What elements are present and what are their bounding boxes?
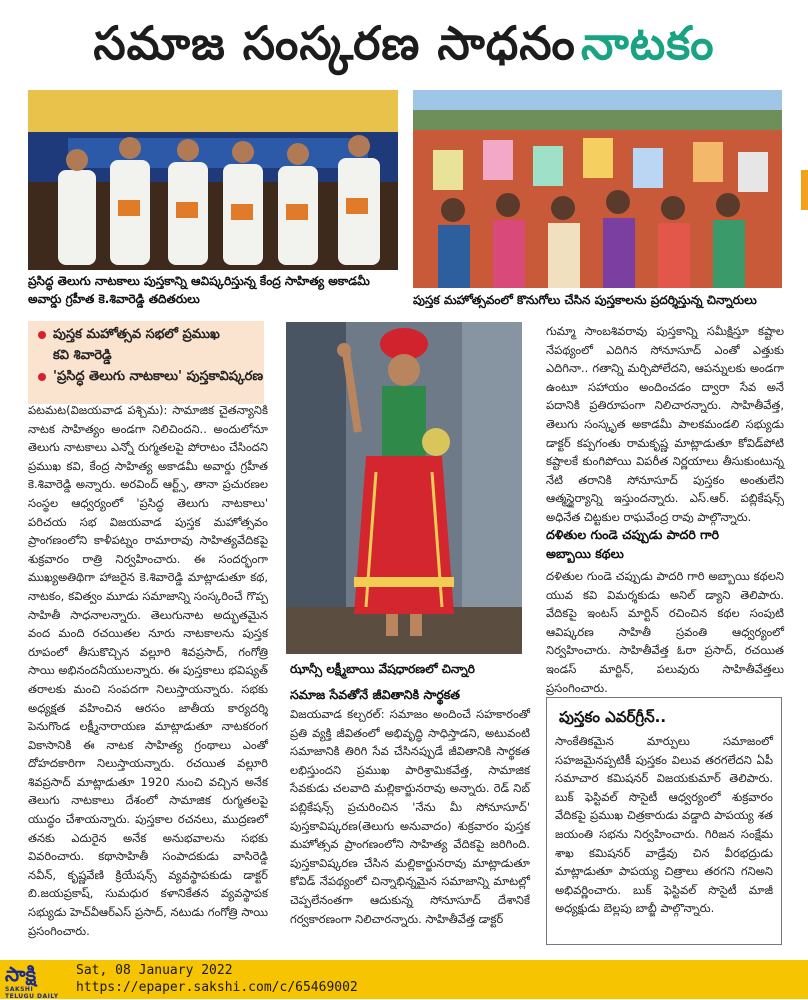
subhead-line: అబ్బాయి కథలు [546,546,624,561]
box-body [547,732,781,932]
footer-date: Sat, 08 January 2022 [76,963,233,978]
book-release-caption [28,272,398,308]
footer-url[interactable]: https://epaper.sakshi.com/c/65469002 [76,980,358,995]
article-column-1 [28,401,268,949]
book-release-photo [28,90,398,270]
evergreen-box [546,697,782,945]
highlight-line: పుస్తక మహోత్సవ సభలో ప్రముఖ [53,327,220,342]
box-title: పుస్తకం ఎవర్‌గ్రీన్.. [559,708,667,726]
article-body: దళితుల గుండె చప్పుడు పాదరి గారి అబ్బాయి కథలని యువ కవి విమర్శకుడు అనిల్ డ్యాని తెలిపారు. వేదికపై ఇంటస్ మార్టిన్ రచించిన కథల సంపుటి ఆవిష్కరణ సాహితీ స్రవంతి ఆధ్వర్యంలో నిర్వహించారు. సాహితీవేత్త ఓరా ప్రసాద్, రచయిత ఇండస్ మార్టిన్, పలువురు సాహితీవేత్తలు ప్రసంగించారు. [546,569,784,695]
article-body: విజయవాడ కల్చరల్: సమాజం అందించే సహకారంతో ప్రతి వ్యక్తి జీవితంలో అభివృద్ధి సాధిస్తాడని, అటువంటి సమాజానికి తిరిగి సేవ చేసినప్పుడే జీవితానికి సార్థకత లభిస్తుందని ప్రముఖ పారిశ్రామికవేత్త, సామాజిక సేవకుడు చలవాది మల్లికార్జునరావు అన్నారు. రెడ్ నిబ్ పబ్లికేషన్స్ ప్రచురించిన 'నేను మీ సోనూసూద్' పుస్తకావిష్కరణ(తెలుగు అనువాదం) శుక్రవారం పుస్తక మహోత్సవ ప్రాంగణంలోని సాహిత్య వేదికపై జరిగింది. పుస్తకావిష్కరణ చేసిన మల్లికార్జునరావు మాట్లాడుతూ కోవిడ్ నేపథ్యంలో చిన్నాభిన్నమైన సమాజాన్ని మాటల్లో చెప్పలేనంతగా ఆదుకున్న సోనూసూద్ దేశానికే గర్వకారణంగా నిలిచారన్నారు. సాహితీవేత్త డాక్టర్ [290,707,530,926]
col3-subhead [546,525,784,563]
page-edge-tab [801,170,808,210]
logo-subtitle: SAKSHI TELUGU DAILY [5,986,59,1000]
article-column-2 [290,705,530,951]
highlight-line: కవి శివారెడ్డి [53,348,112,363]
subhead-line: దళితుల గుండె చప్పుడు పాదరి గారి [546,527,720,542]
sakshi-logo [5,962,65,1000]
article-body: సాంకేతికమైన మార్పులు సమాజంలో సహజమైనప్పటికీ పుస్తకం విలువ తరగలేదని ఏపీ సమాచార కమిషనర్ విజయకుమార్ తెలిపారు. బుక్ ఫెస్టివల్ సొసైటీ ఆధ్వర్యంలో శుక్రవారం వేదికపై ప్రముఖ చిత్రకారుడు వడ్డాది పాపయ్య శత జయంతి సభను నిర్వహించారు. గిరిజన సంక్షేమ శాఖ కమిషనర్ వాడ్రేవు చిన వీరభద్రుడు మాట్లాడుతూ పాపయ్య చిత్రాలు తరగని గనిఅని అభివర్ణించారు. బుక్ ఫెస్టివల్ సొసైటీ మాజీ అధ్యక్షుడు బెల్లపు బాబ్జీ పాల్గొన్నారు. [555,734,773,916]
article-column-3b [546,567,784,695]
article-column-3 [546,322,784,522]
caption-line: అవార్డు గ్రహీత కె.శివారెడ్డి తదితరులు [28,292,200,306]
child-costume-photo [286,322,522,654]
headline-main: సమాజ సంస్కరణ సాధనం [93,16,576,70]
col2-subhead: సమాజ సేవతోనే జీవితానికి సార్థకత [290,687,460,702]
bullet-icon [38,331,46,339]
children-books-photo [413,90,782,288]
bullet-icon [38,373,46,381]
highlights-box [28,321,264,404]
caption-line: ప్రసిద్ధ తెలుగు నాటకాలు పుస్తకాన్ని ఆవిష్కరిస్తున్న కేంద్ర సాహిత్య అకాడమీ [28,274,370,288]
logo-text: సాక్షి [5,962,37,986]
child-costume-caption: ఝాన్సీ లక్ష్మీబాయి వేషధారణలో చిన్నారి [290,662,475,676]
headline [0,0,808,86]
children-books-caption: పుస్తక మహోత్సవంలో కొనుగోలు చేసిన పుస్తకాలను ప్రదర్శిస్తున్న చిన్నారులు [413,293,757,307]
headline-accent: నాటకం [580,16,715,70]
highlight-text: 'ప్రసిద్ధ తెలుగు నాటకాలు' పుస్తకావిష్కరణ [53,369,264,384]
highlight-item [28,366,264,387]
highlight-text [53,324,220,366]
highlight-item [28,324,264,366]
article-body: పటమట(విజయవాడ పశ్చిమ): సామాజిక చైతన్యానికి నాటక సాహిత్యం అండగా నిలిచిందని.. అందులోనూ తెలుగు నాటకాలు ఎన్నో రుగ్మతలపై పోరాటం చేసిందని ప్రముఖ కవి, కేంద్ర సాహిత్య అకాడమీ అవార్డు గ్రహీత కె.శివారెడ్డి అన్నారు. అరవింద్ ఆర్ట్స్, తానా ప్రచురణల సంస్థల ఆధ్వర్యంలో 'ప్రసిద్ధ తెలుగు నాటకాలు' పరిచయ సభ విజయవాడ పుస్తక మహోత్సవం ప్రాంగణంలోని కాళీపట్నం రామారావు సాహిత్యవేదికపై శుక్రవారం రాత్రి నిర్వహించారు. ఈ సందర్భంగా ముఖ్యఅతిథిగా హాజరైన కె.శివారెడ్డి మాట్లాడుతూ కథ, నాటకం, కవిత్వం మూడు సమాజాన్ని సంస్కరించే గొప్ప సాహితీ సాధనాలన్నారు. తెలుగునాట అద్భుతమైన వంద మంది రచయితల నూరు నాటకాలను పుస్తక రూపంలో తీసుకొచ్చిన వల్లూరి శివప్రసాద్, గంగోత్రి సాయి అభినందనీయులన్నారు. ఈ పుస్తకాలు భవిష్యత్ తరాలకు మంచి సంపదగా నిలుస్తాయన్నారు. సభకు అధ్యక్షత వహించిన ఆరసం జాతీయ కార్యదర్శి పెనుగొండ లక్ష్మీనారాయణ మాట్లాడుతూ నాటకరంగ వికాసానికి ఈ నాటక సాహిత్య గ్రంథాలు ఎంతో దోహదకారిగా నిలుస్తాయన్నారు. రచయిత వల్లూరి శివప్రసాద్ మాట్లాడుతూ 1920 నుంచి వచ్చిన అనేక తెలుగు నాటకాలు దేశంలో సామాజిక రుగ్మతలపై యుద్ధం చేశాయన్నారు. పుస్తకాల రచనలు, ముద్రణలో తనకు ఎదురైన అనేక అనుభవాలను సభకు వివరించారు. కథాసాహితీ సంపాదకుడు వాసిరెడ్డి నవీన్, కృష్ణవేణి క్రియేషన్స్ వ్యవస్థాపకుడు డాక్టర్ బి.జయప్రకాష్, సుమధుర కళానికేతన వ్యవస్థాపక సభ్యుడు హెచ్‌వీఆర్‌ఎస్ ప్రసాద్, నటుడు గంగోత్రి సాయి ప్రసంగించారు. [28,403,268,938]
article-body: గుమ్మా సాంబశివరావు పుస్తకాన్ని సమీక్షిస్తూ కష్టాల నేపథ్యంలో ఎదిగిన సోనూసూద్ ఎంతో ఎత్తుకు ఎదిగినా.. గతాన్ని మర్చిపోలేదని, ఆపన్నులకు అండగా ఉంటూ సహాయం అందించడం ద్వారా సేవ అనే పదానికి ప్రతిరూపంగా నిలిచారన్నారు. సాహితీవేత్త, తెలుగు సంస్కృత అకాడమీ పాలకమండలి సభ్యుడు డాక్టర్ కప్పగంతు రామకృష్ణ మాట్లాడుతూ కోవిడ్‌పోటి కష్టాలకే కుంగిపోయి విపరీత నిర్ణయాలు తీసుకుంటున్న నేటి తరానికి సోనూసూద్ పుస్తకం అంతులేని ఆత్మస్థైర్యాన్ని ఇస్తుందన్నారు. ఎస్.ఆర్. పబ్లికేషన్స్ అధినేత చిట్టకుల రాఘవేంద్ర రావు పాల్గొన్నారు. [546,324,784,524]
